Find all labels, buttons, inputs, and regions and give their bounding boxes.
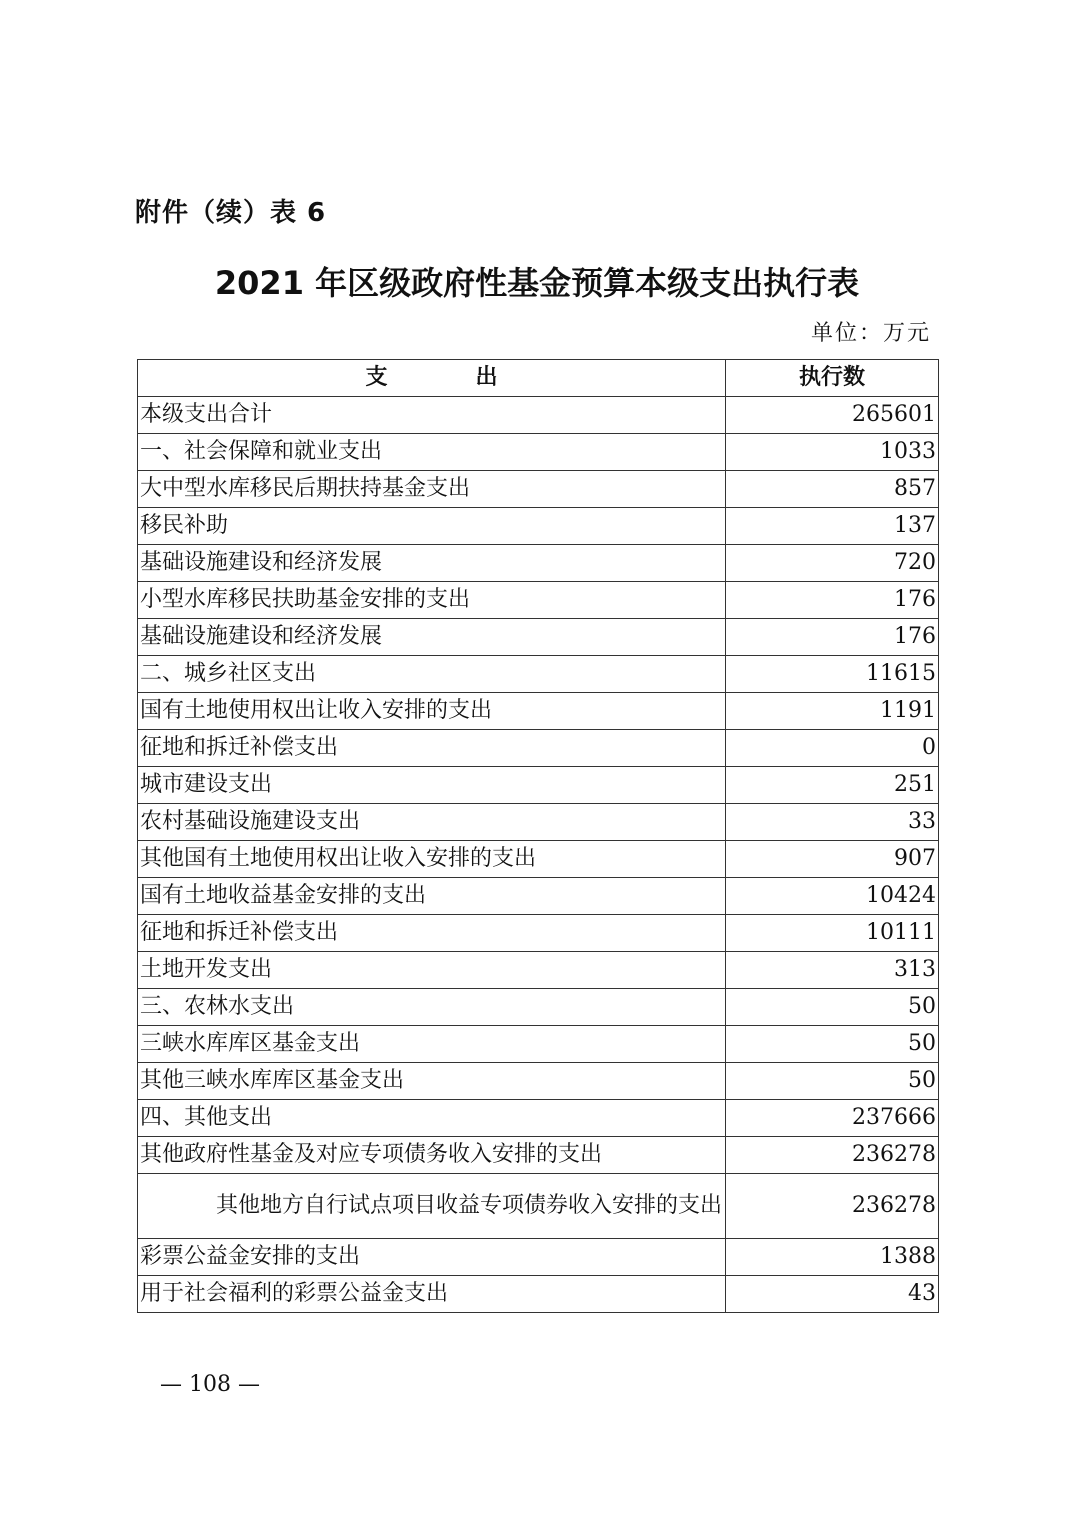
row-item-name: 国有土地收益基金安排的支出 <box>138 878 726 915</box>
row-item-value: 50 <box>726 989 939 1026</box>
table-row <box>138 471 939 508</box>
row-item-value: 1388 <box>726 1239 939 1276</box>
row-item-name: 本级支出合计 <box>138 397 726 434</box>
row-item-value: 313 <box>726 952 939 989</box>
row-item-value: 720 <box>726 545 939 582</box>
row-item-name: 基础设施建设和经济发展 <box>138 619 726 656</box>
table-row <box>138 804 939 841</box>
row-item-name: 城市建设支出 <box>138 767 726 804</box>
table-row <box>138 841 939 878</box>
table-header-row <box>138 360 939 397</box>
row-item-value: 176 <box>726 619 939 656</box>
row-item-name: 征地和拆迁补偿支出 <box>138 730 726 767</box>
table-row <box>138 545 939 582</box>
row-item-name: 彩票公益金安排的支出 <box>138 1239 726 1276</box>
row-item-name: 二、城乡社区支出 <box>138 656 726 693</box>
table-row <box>138 434 939 471</box>
row-item-name: 大中型水库移民后期扶持基金支出 <box>138 471 726 508</box>
row-item-name: 其他地方自行试点项目收益专项债券收入安排的支出 <box>138 1174 726 1239</box>
table-row <box>138 508 939 545</box>
row-item-name: 土地开发支出 <box>138 952 726 989</box>
row-item-name: 其他三峡水库库区基金支出 <box>138 1063 726 1100</box>
attachment-label: 附件（续）表 6 <box>135 198 327 228</box>
row-item-value: 10424 <box>726 878 939 915</box>
table-row <box>138 582 939 619</box>
table-row <box>138 1276 939 1313</box>
row-item-value: 33 <box>726 804 939 841</box>
row-item-name: 三峡水库库区基金支出 <box>138 1026 726 1063</box>
page-title: 2021 年区级政府性基金预算本级支出执行表 <box>214 264 860 302</box>
table-row <box>138 693 939 730</box>
row-item-value: 236278 <box>726 1137 939 1174</box>
row-item-value: 265601 <box>726 397 939 434</box>
row-item-name: 其他政府性基金及对应专项债务收入安排的支出 <box>138 1137 726 1174</box>
table-row <box>138 1137 939 1174</box>
header-item: 支 出 <box>138 360 726 397</box>
row-item-value: 11615 <box>726 656 939 693</box>
page-number: — 108 — <box>160 1372 260 1397</box>
expenditure-table <box>137 359 939 1313</box>
row-item-name: 一、社会保障和就业支出 <box>138 434 726 471</box>
row-item-name: 四、其他支出 <box>138 1100 726 1137</box>
table-row <box>138 1239 939 1276</box>
row-item-value: 176 <box>726 582 939 619</box>
row-item-name: 国有土地使用权出让收入安排的支出 <box>138 693 726 730</box>
row-item-value: 0 <box>726 730 939 767</box>
row-item-name: 其他国有土地使用权出让收入安排的支出 <box>138 841 726 878</box>
row-item-value: 1033 <box>726 434 939 471</box>
row-item-value: 1191 <box>726 693 939 730</box>
row-item-name: 三、农林水支出 <box>138 989 726 1026</box>
row-item-value: 10111 <box>726 915 939 952</box>
table-row <box>138 1174 939 1239</box>
row-item-value: 50 <box>726 1063 939 1100</box>
row-item-name: 移民补助 <box>138 508 726 545</box>
unit-label: 单位：万元 <box>810 321 931 346</box>
row-item-value: 857 <box>726 471 939 508</box>
row-item-value: 137 <box>726 508 939 545</box>
row-item-value: 907 <box>726 841 939 878</box>
row-item-value: 236278 <box>726 1174 939 1239</box>
table-body <box>138 397 939 1313</box>
table-row <box>138 989 939 1026</box>
row-item-name: 用于社会福利的彩票公益金支出 <box>138 1276 726 1313</box>
table-row <box>138 878 939 915</box>
row-item-value: 43 <box>726 1276 939 1313</box>
table-row <box>138 1026 939 1063</box>
table-row <box>138 656 939 693</box>
row-item-name: 农村基础设施建设支出 <box>138 804 726 841</box>
table-row <box>138 730 939 767</box>
table-row <box>138 1100 939 1137</box>
table-row <box>138 619 939 656</box>
table-row <box>138 397 939 434</box>
row-item-value: 50 <box>726 1026 939 1063</box>
row-item-name: 小型水库移民扶助基金安排的支出 <box>138 582 726 619</box>
row-item-name: 征地和拆迁补偿支出 <box>138 915 726 952</box>
table-row <box>138 1063 939 1100</box>
table-row <box>138 915 939 952</box>
row-item-value: 237666 <box>726 1100 939 1137</box>
row-item-value: 251 <box>726 767 939 804</box>
row-item-name: 基础设施建设和经济发展 <box>138 545 726 582</box>
table-row <box>138 952 939 989</box>
header-value: 执行数 <box>726 360 939 397</box>
table-row <box>138 767 939 804</box>
